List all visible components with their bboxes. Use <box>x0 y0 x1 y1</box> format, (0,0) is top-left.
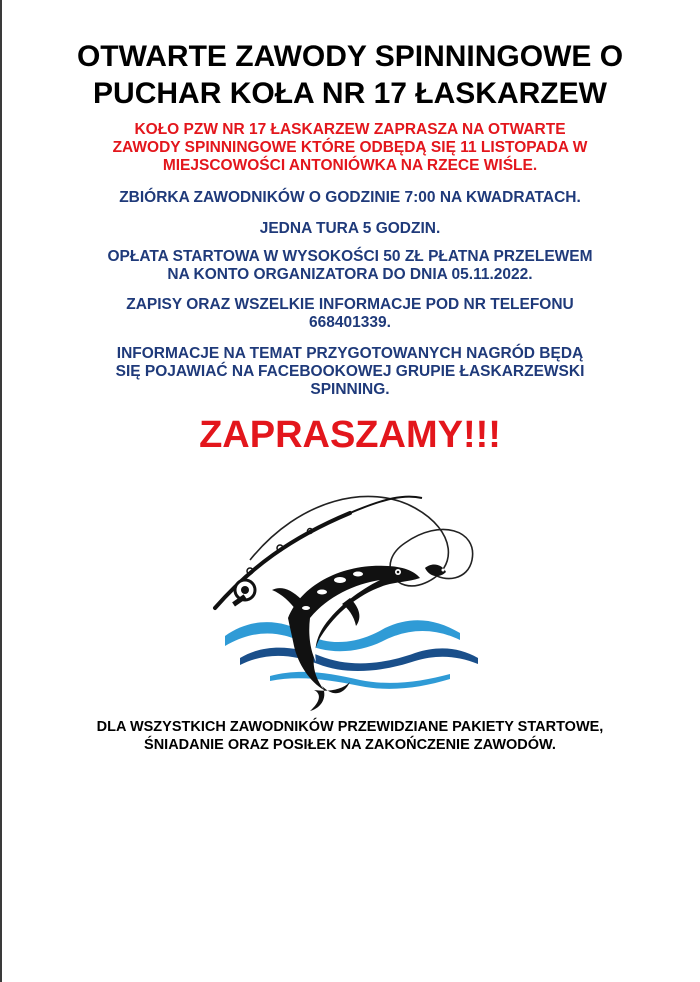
intro-line-1: KOŁO PZW NR 17 ŁASKARZEW ZAPRASZA NA OTWARTE <box>134 121 566 138</box>
footer-line-2: ŚNIADANIE ORAZ POSIŁEK NA ZAKOŃCZENIE ZAWODÓW. <box>144 737 556 753</box>
fee-info <box>40 248 660 284</box>
intro-line-3: MIEJSCOWOŚCI ANTONIÓWKA NA RZECE WIŚLE. <box>162 157 538 174</box>
fee-line-2: NA KONTO ORGANIZATORA DO DNIA 05.11.2022. <box>167 266 533 283</box>
invitation-text: ZAPRASZAMY!!! <box>199 414 501 456</box>
title-line-2: PUCHAR KOŁA NR 17 ŁASKARZEW <box>93 77 607 110</box>
gathering-info <box>40 189 660 207</box>
footer-line-1: DLA WSZYSTKICH ZAWODNIKÓW PRZEWIDZIANE PAKIETY STARTOWE, <box>96 719 604 735</box>
fishing-rod-and-pike-icon <box>210 468 490 713</box>
page-edge <box>0 0 2 982</box>
intro-paragraph <box>40 121 660 175</box>
signup-line-1: ZAPISY ORAZ WSZELKIE INFORMACJE POD NR TELEFONU <box>126 296 574 313</box>
fee-line-1: OPŁATA STARTOWA W WYSOKOŚCI 50 ZŁ PŁATNA PRZELEWEM <box>107 248 593 265</box>
round-info <box>40 220 660 238</box>
signup-line-2: 668401339. <box>309 314 391 331</box>
round-text: JEDNA TURA 5 GODZIN. <box>259 220 441 237</box>
gathering-text: ZBIÓRKA ZAWODNIKÓW O GODZINIE 7:00 NA KWADRATACH. <box>119 189 581 206</box>
prizes-info <box>40 345 660 399</box>
poster-title <box>40 38 660 112</box>
title-line-1: OTWARTE ZAWODY SPINNINGOWE O <box>76 40 624 73</box>
footer-note <box>30 718 670 754</box>
invitation-heading <box>40 412 660 458</box>
prizes-line-1: INFORMACJE NA TEMAT PRZYGOTOWANYCH NAGRÓD BĘDĄ <box>116 345 584 362</box>
prizes-line-3: SPINNING. <box>310 381 390 398</box>
intro-line-2: ZAWODY SPINNINGOWE KTÓRE ODBĘDĄ SIĘ 11 LISTOPADA W <box>112 139 588 156</box>
signup-info <box>40 296 660 332</box>
prizes-line-2: SIĘ POJAWIAĆ NA FACEBOOKOWEJ GRUPIE ŁASKARZEWSKI <box>115 363 585 380</box>
